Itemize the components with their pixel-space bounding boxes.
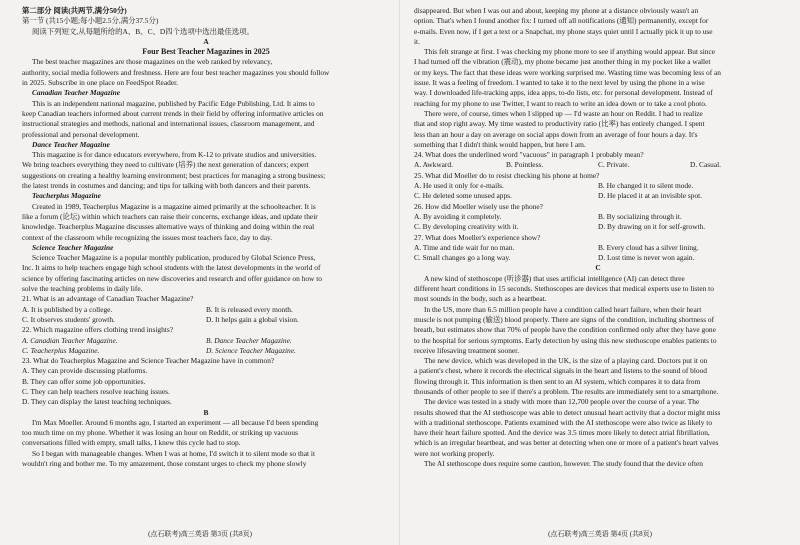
options-26 — [414, 212, 782, 222]
magazine-title: Canadian Teacher Magazine — [32, 88, 121, 98]
passage-b-line: disappeared. But when I was out and about, keeping my phone at a distance obviously wasn't an — [414, 6, 699, 15]
passage-c-line: receive lifesaving treatment sooner. — [414, 345, 520, 355]
question-27: 27. What does Moeller's experience show? — [414, 232, 541, 242]
passage-c-line: which is an irregular heartbeat, and was better at detecting when one or more of a patient's heart valves — [414, 438, 719, 448]
magazine-text: Inc. It aims to help teachers engage high school students with the latest developments in the world of — [22, 263, 321, 273]
option[interactable]: C. Teacherplus Magazine. — [22, 345, 100, 355]
passage-c-line: flowing through it. This information is then sent to an AI system, which compares it to data from — [414, 376, 701, 386]
passage-b-line: So I began with manageable changes. When I was at home, I'd switch it to silent mode so that it — [32, 448, 315, 458]
passage-b-line: that and stop right away. My time wasted to productivity ratio (比率) has entirely changed. I spent — [414, 119, 705, 129]
passage-a-title: Four Best Teacher Magazines in 2025 — [142, 47, 270, 57]
intro-line: The best teacher magazines are those magazines on the web ranked by relevancy, — [32, 57, 273, 67]
passage-b-line: reaching for my phone to use Twitter, I want to reach to write an idea down or to take a cool photo. — [414, 98, 707, 108]
option[interactable]: A. Awkward. — [414, 160, 453, 170]
option[interactable]: C. Small changes go a long way. — [414, 253, 511, 263]
passage-c-line: different heart conditions in 15 seconds. Stethoscopes are devices that medical experts use to listen to — [414, 284, 714, 294]
option[interactable]: B. Pointless. — [506, 160, 544, 170]
option[interactable]: D. Science Teacher Magazine. — [206, 345, 296, 355]
magazine-text: instructional strategies and methods, national and international issues, classroom management, and — [22, 119, 315, 129]
left-text — [22, 6, 390, 521]
option[interactable]: D. He placed it at an invisible spot. — [598, 191, 703, 201]
passage-c-line: thousands of other people to see if there's a problem. The results are immediately sent to a smartphone. — [414, 386, 719, 396]
passage-c-line: to the hospital for serious symptoms. Early detection by using this new stethoscope enables patients to — [414, 335, 717, 345]
option[interactable]: B. Every cloud has a silver lining. — [598, 242, 699, 252]
passage-c-line: muscle is not pumping (输送) blood properly. There are signs of the condition, including shortness of — [414, 314, 715, 324]
option[interactable]: D. They can display the latest teaching techniques. — [22, 397, 172, 407]
page-footer: (点石联考)高三英语 第3页 (共8页) — [148, 530, 252, 538]
passage-b-line: wouldn't ring and bother me. To my amazement, those constant urges to check my phone slowly — [22, 459, 307, 469]
option[interactable]: B. They can offer some job opportunities. — [22, 376, 146, 386]
options-21 — [22, 315, 390, 325]
option[interactable]: D. Casual. — [690, 160, 721, 170]
right-text — [414, 6, 782, 521]
question-22: 22. Which magazine offers clothing trend insights? — [22, 325, 173, 335]
magazine-text: solve the teaching problems in daily life. — [22, 284, 143, 294]
question-21: 21. What is an advantage of Canadian Teacher Magazine? — [22, 294, 194, 304]
passage-c-line: results showed that the AI stethoscope was able to detect unusual heart activity that a doctor might miss — [414, 407, 721, 417]
question-24: 24. What does the underlined word "vacuous" in paragraph 1 probably mean? — [414, 150, 644, 160]
intro-line: authority, social media followers and freshness. Here are four best teacher magazines you should follow — [22, 67, 330, 77]
options-27 — [414, 243, 782, 253]
option[interactable]: B. It is released every month. — [206, 304, 293, 314]
option[interactable]: C. He deleted some unused apps. — [414, 191, 512, 201]
magazine-text: Science Teacher Magazine is a popular monthly publication, produced by Global Science Press, — [32, 253, 316, 263]
passage-b-line: something that I didn't think would happen, but here I am. — [414, 139, 586, 149]
passage-b-line: e-mails. Even now, if I get a text or a Snapchat, my phone stays quiet until I actually pick it up to use — [414, 26, 713, 36]
section-c-label: C — [595, 263, 601, 273]
magazine-text: knowledge. Teacherplus Magazine discusses alternative ways of thinking and doing within the real — [22, 222, 315, 232]
passage-c-line: a patient's chest, where it records the electrical signals in the heart and listens to the sound of blood — [414, 366, 707, 376]
question-25: 25. What did Moeller do to resist checking his phone at home? — [414, 170, 600, 180]
option[interactable]: A. He used it only for e-mails. — [414, 181, 504, 191]
passage-c-line: In the US, more than 6.5 million people have a condition called heart failure, when their heart — [424, 304, 702, 314]
option[interactable]: B. He changed it to silent mode. — [598, 181, 694, 191]
passage-b-line: less than an hour a day on average on social apps down from an average of four hours a day. It's — [414, 129, 698, 139]
magazine-text: like a forum (论坛) within which teachers can raise their concerns, exchange ideas, and update their — [22, 211, 318, 221]
options-27 — [414, 253, 782, 263]
passage-c-line: breath, but estimates show that 70% of people have the condition confirmed only after they have gone — [414, 325, 716, 335]
passage-c-line: were not working properly. — [414, 448, 495, 458]
passage-b-line: it. — [414, 36, 420, 46]
magazine-text: This is an independent national magazine, published by Pacific Edge Publishing, Ltd. It aims to — [32, 98, 315, 108]
question-26: 26. How did Moeller wisely use the phone? — [414, 201, 543, 211]
option[interactable]: D. Lost time is never won again. — [598, 253, 695, 263]
magazine-title: Science Teacher Magazine — [32, 242, 114, 252]
magazine-text: suggestions on creating a healthy learning environment; best practices for managing a strong business; — [22, 170, 326, 180]
passage-c-line: with a traditional stethoscope. Patients examined with the AI stethoscope were also twice as likely to — [414, 417, 713, 427]
magazine-text: science by offering fascinating articles on new discoveries and research and offer guidance on how to — [22, 273, 322, 283]
option[interactable]: B. Dance Teacher Magazine. — [206, 335, 292, 345]
right-page — [400, 0, 800, 545]
passage-b-line: issue. It was a feeling of freedom. I wanted to take it to the next level by using the phone in a wise — [414, 78, 705, 88]
option[interactable]: C. By developing creativity with it. — [414, 222, 519, 232]
intro-line: in 2025. Subscribe in one place on FeedSpot Reader. — [22, 78, 178, 88]
section-a-label: A — [203, 36, 209, 46]
option[interactable]: B. By socializing through it. — [598, 211, 682, 221]
passage-b-line: or my keys. The fact that these ideas were working surprised me. Wasting time was becoming less of an — [414, 67, 721, 77]
passage-c-line: most sounds in the body, such as a heartbeat. — [414, 294, 547, 304]
passage-c-line: have their heart failure spotted. And the device was 3.5 times more likely to detect atrial fibrillation, — [414, 428, 710, 438]
options-26 — [414, 222, 782, 232]
option[interactable]: A. They can provide discussing platforms. — [22, 366, 148, 376]
passage-c-line: The new device, which was developed in the UK, is the size of a playing card. Doctors put it on — [424, 356, 708, 366]
option[interactable]: D. It helps gain a global vision. — [206, 314, 299, 324]
magazine-text: Created in 1989, Teacherplus Magazine is a magazine aimed primarily at the schoolteacher. It is — [32, 201, 316, 211]
passage-c-line: The AI stethoscope does require some caution, however. The study found that the device often — [424, 459, 703, 469]
passage-b-line: way. I downloaded life-tracking apps, idea apps, to-do lists, etc. for personal development. Instead of — [414, 88, 713, 98]
options-21 — [22, 305, 390, 315]
option[interactable]: A. Canadian Teacher Magazine. — [22, 335, 118, 345]
magazine-text: This magazine is for dance educators everywhere, from K-12 to private studios and universities. — [32, 150, 317, 160]
passage-b-line: conversations filled with empty, small talks, I knew this cycle had to stop. — [22, 438, 241, 448]
instructions: 阅读下列短文,从每题所给的A、B、C、D四个选项中选出最佳选项。 — [32, 26, 254, 36]
passage-b-line: I'm Max Moeller. Around 6 months ago, I started an experiment — all because I'd been spending — [32, 417, 319, 427]
part-header: 第二部分 阅读(共两节,满分50分) — [22, 6, 127, 15]
passage-b-line: I had turned off the vibration (震动), my phone became just another thing in my pocket like a wallet — [414, 57, 711, 67]
passage-b-line: This felt strange at first. I was checking my phone more to see if anything would appear. But since — [424, 47, 716, 57]
passage-c-line: The device was tested in a study with more than 12,700 people over the course of a year. The — [424, 397, 700, 407]
option[interactable]: A. It is published by a college. — [22, 304, 113, 314]
options-25 — [414, 181, 782, 191]
passage-b-line: option. That's when I found another fix: I turned off all notifications (通知) permanently, except for — [414, 16, 709, 26]
option[interactable]: C. They can help teachers resolve teaching issues. — [22, 386, 170, 396]
options-22 — [22, 336, 390, 346]
option[interactable]: A. By avoiding it completely. — [414, 211, 502, 221]
option[interactable]: D. By drawing on it for self-growth. — [598, 222, 706, 232]
page-footer: (点石联考)高三英语 第4页 (共8页) — [548, 530, 652, 538]
magazine-text: the latest trends in costumes and dancing; and tips for talking with both dancers and their parents. — [22, 181, 311, 191]
options-25 — [414, 191, 782, 201]
section-b-label: B — [203, 407, 209, 417]
magazine-text: keep Canadian teachers informed about current trends in their field by offering informative articles on — [22, 108, 324, 118]
option[interactable]: A. Time and tide wait for no man. — [414, 242, 515, 252]
magazine-title: Dance Teacher Magazine — [32, 139, 110, 149]
magazine-text: professional and personal development. — [22, 129, 140, 139]
option[interactable]: C. It observes students' growth. — [22, 314, 115, 324]
section-header: 第一节 (共15小题;每小题2.5分,满分37.5分) — [22, 16, 159, 26]
passage-b-line: There were, of course, times when I slipped up — I'd waste an hour on Reddit. I had to realize — [424, 108, 703, 118]
option[interactable]: C. Private. — [598, 160, 630, 170]
magazine-text: context of the classroom while recognizing the issues most teachers face, day to day. — [22, 232, 273, 242]
passage-c-line: A new kind of stethoscope (听诊器) that uses artificial intelligence (AI) can detect three — [424, 273, 685, 283]
options-24 — [414, 160, 782, 170]
magazine-title: Teacherplus Magazine — [32, 191, 101, 201]
magazine-text: We bring teachers everything they need to cultivate (培养) the next generation of dancers; expert — [22, 160, 309, 170]
options-22 — [22, 346, 390, 356]
question-23: 23. What do Teacherplus Magazine and Science Teacher Magazine have in common? — [22, 356, 275, 366]
passage-b-line: too much time on my phone. Whether it was losing an hour on Reddit, or striking up vacuous — [22, 428, 298, 438]
